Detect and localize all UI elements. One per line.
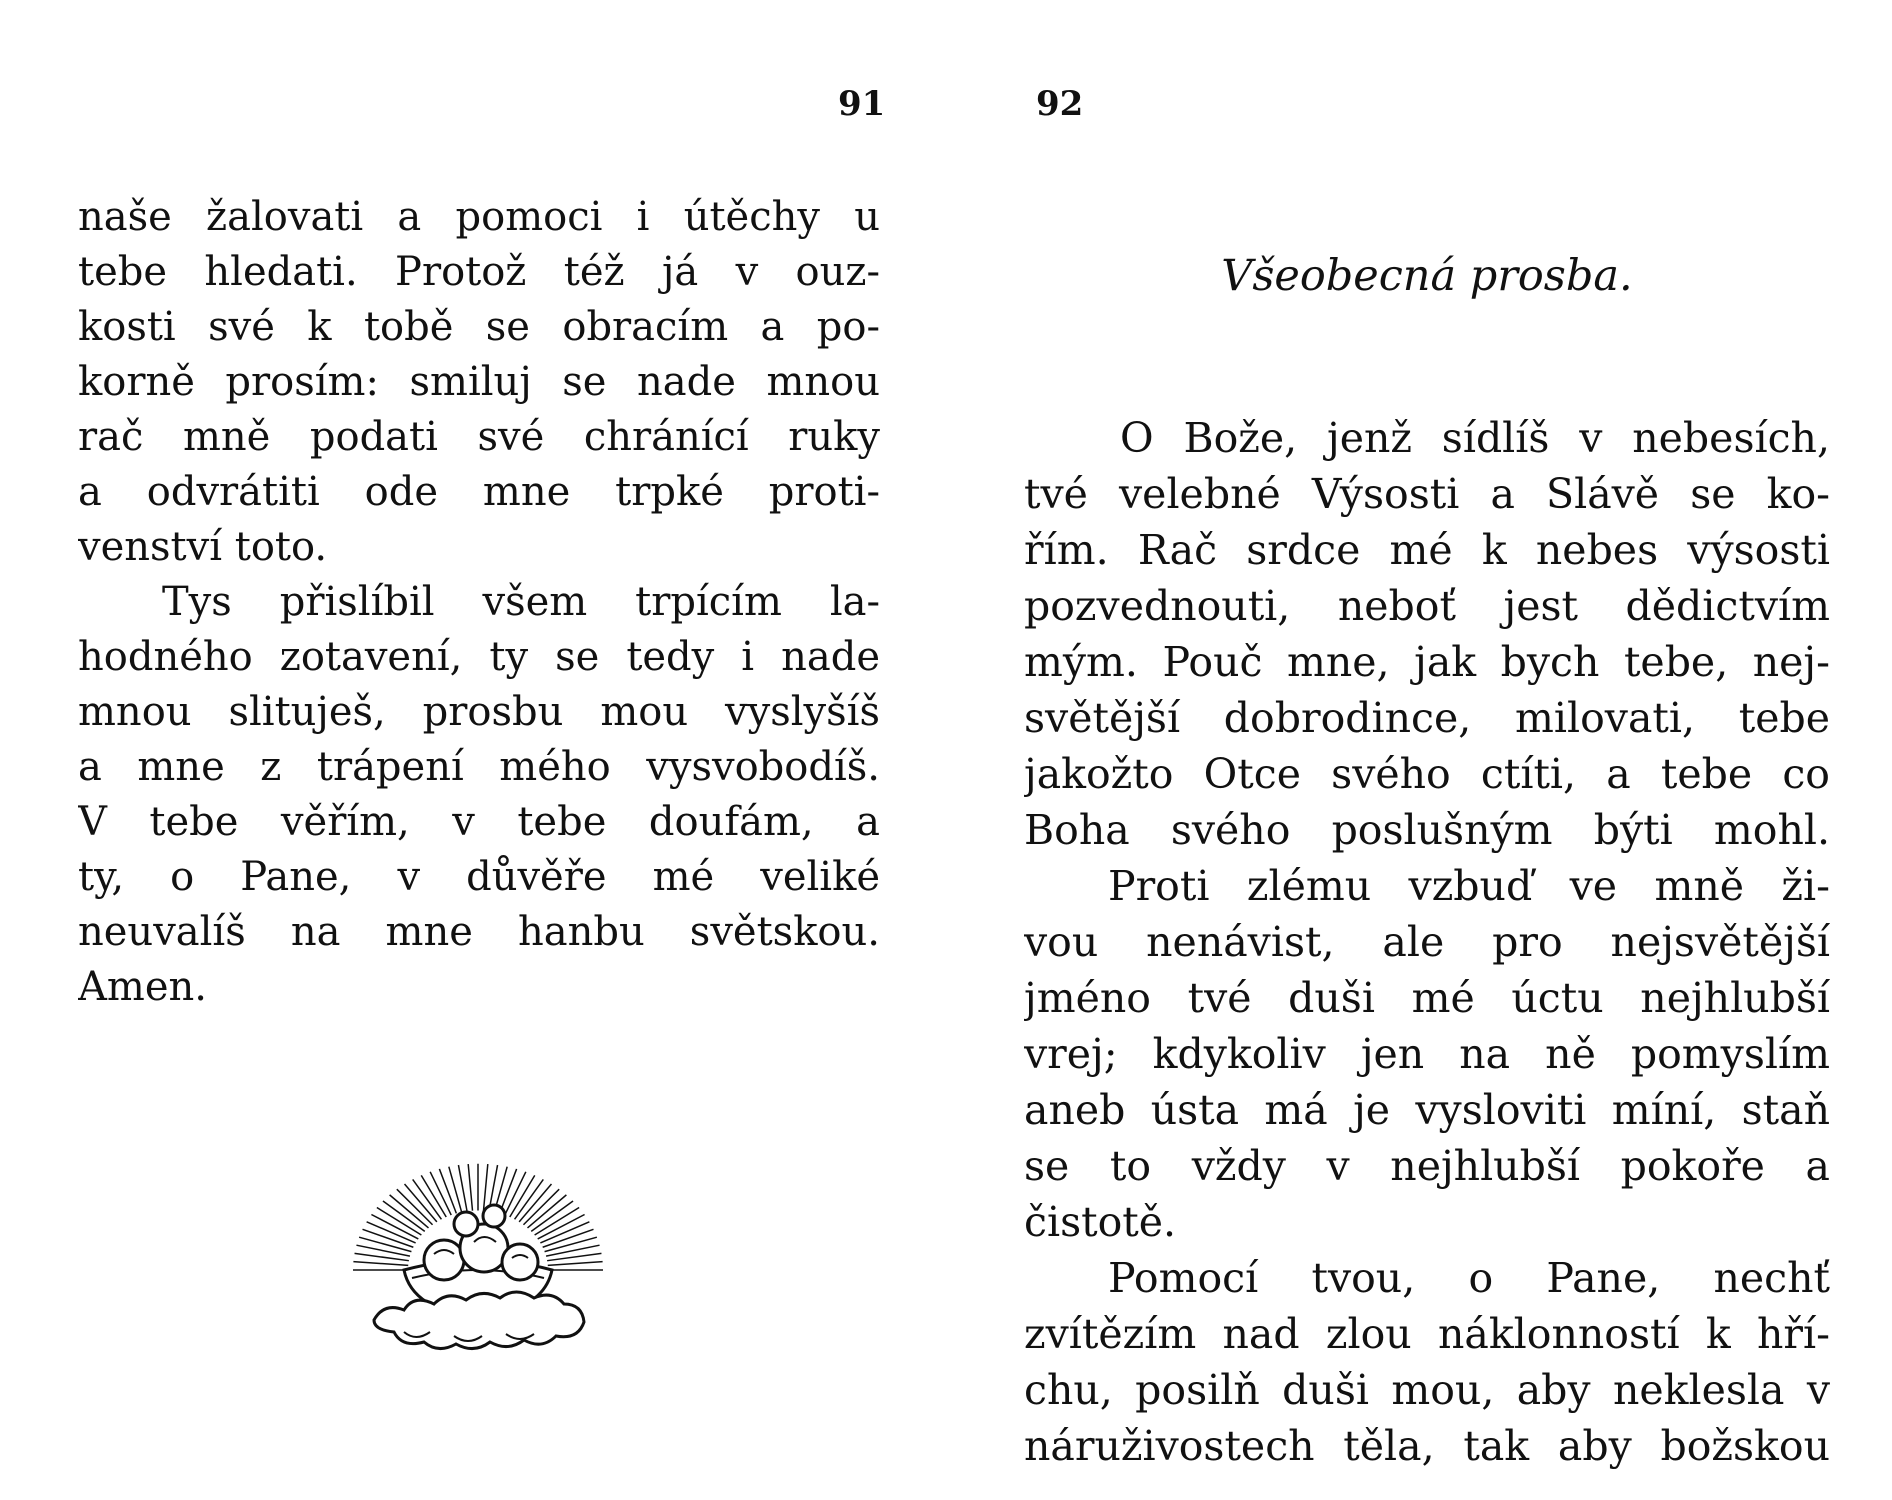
left-page-text [78,190,880,1015]
text-line: a odvrátiti ode mne trpké proti- [78,469,880,515]
text-line: čistotě. [1024,1198,1177,1246]
left-page-number: 91 [838,84,886,124]
right-page-number: 92 [1036,84,1084,124]
section-heading: Všeobecná prosba. [1221,251,1633,301]
text-line: neuvalíš na mne hanbu světskou. [78,909,880,955]
text-line: naše žalovati a pomoci i útěchy u [78,194,880,240]
text-line: vrej; kdykoliv jen na ně pomyslím [1024,1030,1830,1078]
text-line: V tebe věřím, v tebe doufám, a [78,799,880,845]
text-line: O Bože, jenž sídlíš v nebesích, [1120,414,1830,462]
right-page-text [1024,410,1830,1474]
text-line: Amen. [78,964,207,1010]
text-line: tebe hledati. Protož též já v ouz- [78,249,880,295]
text-line: hodného zotavení, ty se tedy i nade [78,634,880,680]
text-line: Boha svého poslušným býti mohl. [1024,806,1830,854]
text-line: jakožto Otce svého ctíti, a tebe co [1024,750,1830,798]
text-line: světější dobrodince, milovati, tebe [1024,694,1830,742]
text-line: chu, posilň duši mou, aby neklesla v [1024,1366,1830,1414]
text-line: zvítězím nad zlou náklonností k hří- [1024,1310,1830,1358]
text-line: venství toto. [78,524,328,570]
text-line: mým. Pouč mne, jak bych tebe, nej- [1024,638,1830,686]
text-line: vou nenávist, ale pro nejsvětější [1024,918,1830,966]
text-line: jméno tvé duši mé úctu nejhlubší [1024,974,1830,1022]
text-line: kosti své k tobě se obracím a po- [78,304,880,350]
text-line: náruživostech těla, tak aby božskou [1024,1422,1830,1470]
text-line: Proti zlému vzbuď ve mně ži- [1108,862,1830,910]
text-line: a mne z trápení mého vysvobodíš. [78,744,880,790]
bowl-of-fruit-vignette-icon [334,1150,622,1382]
text-line: se to vždy v nejhlubší pokoře a [1024,1142,1830,1190]
text-line: Pomocí tvou, o Pane, nechť [1108,1254,1830,1302]
text-line: tvé velebné Výsosti a Slávě se ko- [1024,470,1830,518]
text-line: korně prosím: smiluj se nade mnou [78,359,880,405]
text-line: aneb ústa má je vysloviti míní, staň [1024,1086,1830,1134]
text-line: Tys přislíbil všem trpícím la- [162,579,880,625]
text-line: pozvednouti, neboť jest dědictvím [1024,582,1830,630]
text-line: ty, o Pane, v důvěře mé veliké [78,854,880,900]
text-line: řím. Rač srdce mé k nebes výsosti [1024,526,1830,574]
text-line: rač mně podati své chránící ruky [78,414,880,460]
text-line: mnou slituješ, prosbu mou vyslyšíš [78,689,880,735]
